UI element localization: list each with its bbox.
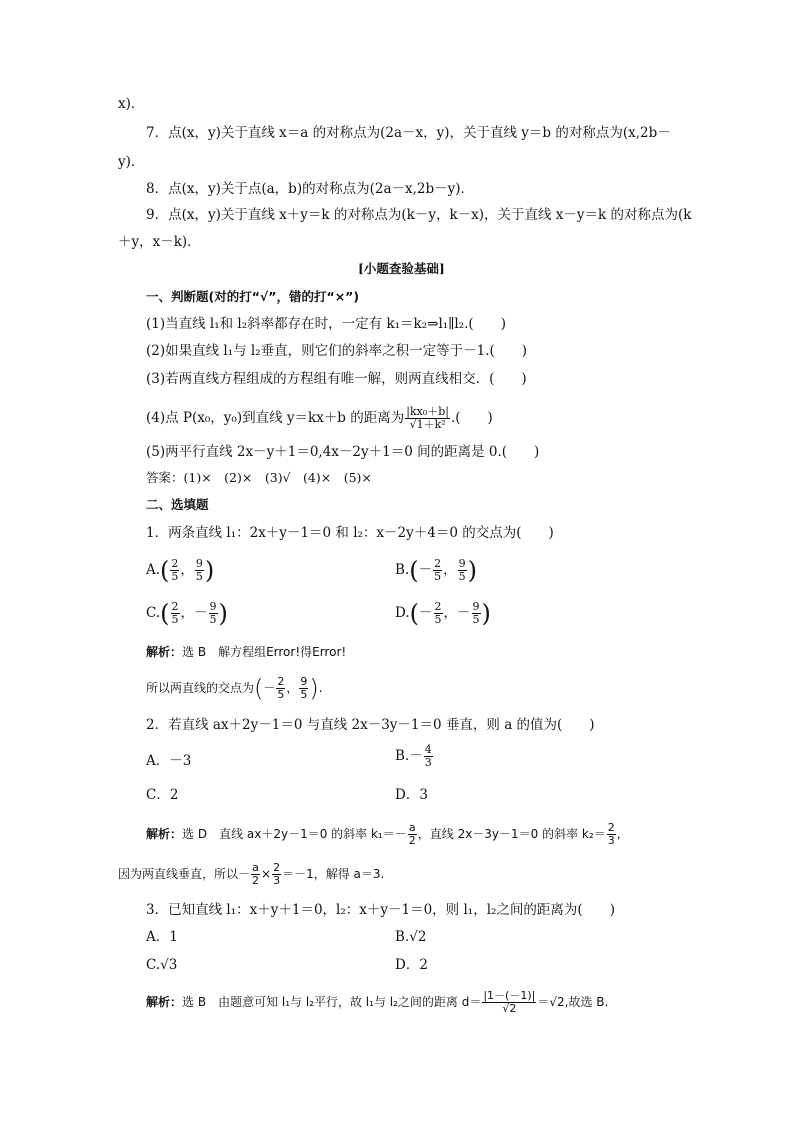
solution-line [146, 990, 608, 1015]
solution-label: 解析： [146, 645, 183, 659]
option-c: C.√3 [146, 957, 178, 973]
option-a: A.( $\frac{2}{5}$ ， $\frac{9}{5}$ ) [146, 556, 215, 585]
solution-line [146, 643, 346, 661]
option-b: B.(－ $\frac{2}{5}$ ， $\frac{9}{5}$ ) [395, 556, 477, 585]
fraction-numerator: a [408, 821, 416, 834]
judge-item: (2)如果直线 l₁与 l₂垂直，则它们的斜率之积一定等于－1.( ) [146, 343, 528, 359]
fraction-denominator: 5 [300, 688, 308, 701]
solution-text: 因为两直线垂直，所以－ [118, 867, 251, 881]
fraction-denominator: 5 [458, 570, 466, 583]
fraction-denominator: 3 [424, 756, 432, 769]
minus-sign: － [457, 605, 471, 621]
solution-label: 解析： [146, 827, 183, 841]
option-label: C. [146, 605, 161, 621]
fraction-numerator: 2 [434, 600, 442, 613]
solution-text: ，直线 2x－3y－1＝0 的斜率 k₂＝ [417, 827, 606, 841]
item4-text: (4)点 P(x₀，y₀)到直线 y＝kx＋b 的距离为 [146, 410, 405, 426]
fraction-numerator: 9 [209, 600, 217, 613]
option-label: A. [146, 562, 161, 578]
judge-item: (5)两平行直线 2x－y＋1＝0,4x－2y＋1＝0 间的距离是 0.( ) [146, 444, 540, 460]
fraction-denominator: 2 [252, 874, 260, 887]
judge-item: (1)当直线 l₁和 l₂斜率都存在时，一定有 k₁＝k₂⇒l₁∥l₂.( ) [146, 316, 506, 332]
section-title: [小题查验基础] [358, 261, 445, 276]
minus-sign: － [263, 681, 276, 695]
fraction-denominator: 3 [607, 834, 615, 847]
fraction-numerator: 4 [424, 743, 432, 756]
fraction-numerator: 2 [171, 557, 179, 570]
judge-item [146, 406, 493, 431]
fraction-numerator: a [252, 861, 259, 874]
question-stem: 3．已知直线 l₁：x＋y＋1＝0，l₂：x＋y－1＝0，则 l₁，l₂之间的距离为( ) [146, 902, 615, 918]
part1-heading: 一、判断题(对的打“√”，错的打“×”) [146, 289, 360, 304]
fraction-numerator: |kx₀＋b| [406, 405, 449, 418]
solution-text: 所以两直线的交点为 [146, 681, 255, 695]
solution-text: 选 B 解方程组Error!得Error! [182, 645, 347, 659]
option-b: B.√2 [395, 929, 427, 945]
option-c: C．2 [146, 787, 179, 803]
solution-text: ＝√2,故选 B. [537, 995, 609, 1009]
fraction-numerator: 9 [458, 557, 466, 570]
solution-text: 选 D 直线 ax＋2y－1＝0 的斜率 k₁＝－ [182, 827, 407, 841]
text-line: 7．点(x，y)关于直线 x＝a 的对称点为(2a－x，y)，关于直线 y＝b 的对称点为(x,2b－ [146, 125, 671, 141]
fraction-numerator: 2 [273, 861, 281, 874]
option-d: D．2 [395, 957, 428, 973]
solution-label: 解析： [146, 995, 183, 1009]
option-label: B.－ [395, 748, 423, 764]
option-a: A．1 [146, 929, 178, 945]
fraction-denominator: 5 [171, 570, 179, 583]
text-line: y)． [118, 154, 145, 170]
fraction-denominator: 5 [171, 613, 179, 626]
minus-sign: － [194, 605, 208, 621]
part2-heading: 二、选填题 [146, 497, 209, 512]
fraction-denominator: √2 [502, 1002, 517, 1015]
option-a: A．－3 [146, 753, 192, 769]
answer-line: 答案：(1)× (2)× (3)√ (4)× (5)× [146, 470, 372, 485]
option-d: D．3 [395, 787, 428, 803]
judge-item: (3)若两直线方程组成的方程组有唯一解，则两直线相交．( ) [146, 371, 527, 387]
fraction-denominator: 5 [434, 570, 442, 583]
fraction-numerator: 9 [472, 600, 480, 613]
minus-sign: － [419, 605, 433, 621]
text-line: 9．点(x，y)关于直线 x＋y＝k 的对称点为(k－y，k－x)，关于直线 x－y＝k 的对称点为(k [146, 207, 692, 223]
fraction-denominator: 5 [472, 613, 480, 626]
item4-tail: .( ) [450, 410, 493, 426]
solution-text: 选 B 由题意可知 l₁与 l₂平行，故 l₁与 l₂之间的距离 d＝ [182, 995, 482, 1009]
option-b [395, 744, 434, 769]
text-line: ＋y，x－k)． [118, 234, 201, 250]
distance-fraction [405, 406, 450, 431]
solution-line: 所以两直线的交点为(－ $\frac{2}{5}$ ， $\frac{9}{5}$ ). [146, 674, 323, 703]
minus-sign: － [418, 562, 433, 578]
option-c: C.( $\frac{2}{5}$ ，－ $\frac{9}{5}$ ) [146, 599, 228, 628]
fraction-numerator: 2 [171, 600, 179, 613]
fraction-denominator: 2 [408, 834, 416, 847]
option-label: D. [395, 605, 410, 621]
fraction-numerator: 9 [300, 675, 308, 688]
fraction-denominator: 5 [277, 688, 285, 701]
fraction-denominator: 5 [195, 570, 203, 583]
question-stem: 2．若直线 ax＋2y－1＝0 与直线 2x－3y－1＝0 垂直，则 a 的值为( ) [146, 717, 595, 733]
option-label: B. [395, 562, 410, 578]
fraction-numerator: |1－(－1)| [483, 989, 536, 1002]
fraction-denominator: 5 [434, 613, 442, 626]
solution-line [118, 862, 384, 887]
fraction-numerator: 2 [607, 821, 615, 834]
option-d: D.(－ $\frac{2}{5}$ ，－ $\frac{9}{5}$ ) [395, 599, 491, 628]
question-stem: 1．两条直线 l₁：2x＋y－1＝0 和 l₂：x－2y＋4＝0 的交点为( ) [146, 525, 554, 541]
solution-text: ＝－1，解得 a＝3. [282, 867, 385, 881]
fraction-denominator: 5 [209, 613, 217, 626]
text-line: 8．点(x，y)关于点(a，b)的对称点为(2a－x,2b－y)． [146, 181, 475, 197]
fraction-numerator: 9 [195, 557, 203, 570]
solution-line: 解析：选 D 直线 ax＋2y－1＝0 的斜率 k₁＝－ $\frac{a}{2}$ ，直线 2x－3y－1＝0 的斜率 k₂＝ $\frac{2}{3}$ , [146, 821, 621, 847]
text-line: x)． [118, 96, 145, 112]
fraction-numerator: 2 [277, 675, 285, 688]
fraction-denominator: 3 [273, 874, 281, 887]
solution-text: × [261, 867, 272, 881]
fraction-numerator: 2 [434, 557, 442, 570]
fraction-denominator: √1＋k² [409, 418, 446, 431]
